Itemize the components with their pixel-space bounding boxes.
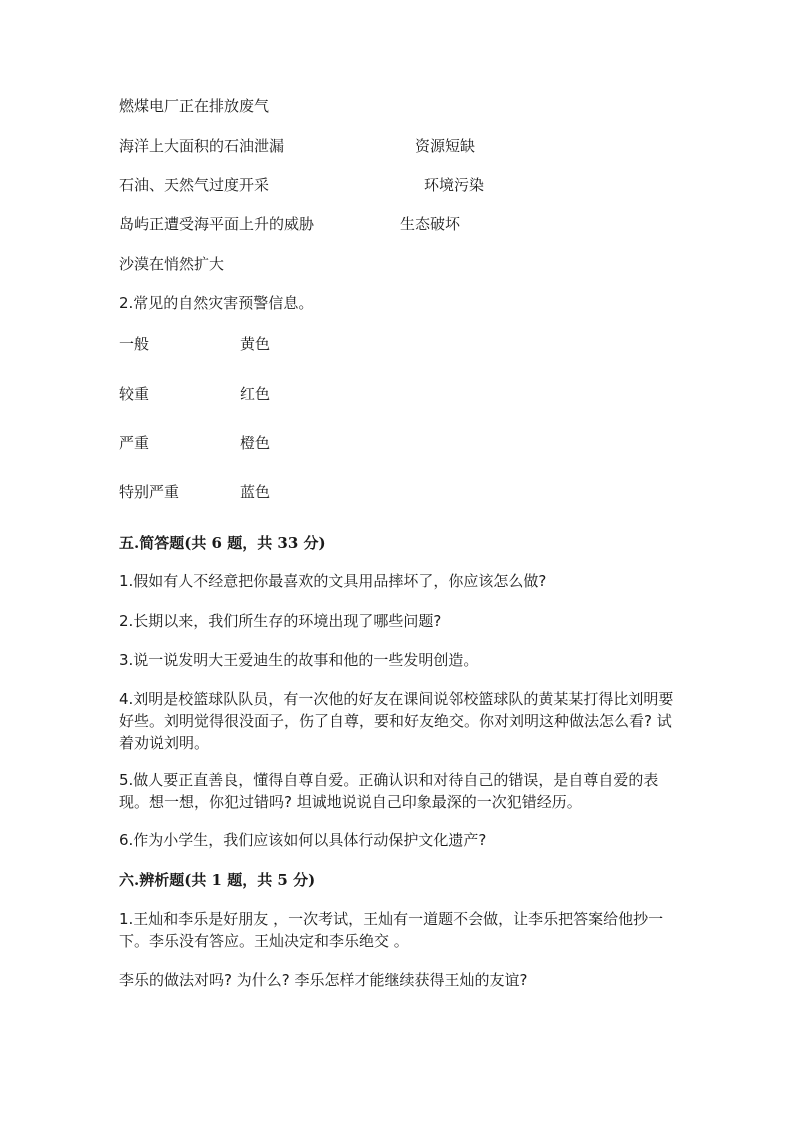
match-right-item: 环境污染: [424, 176, 485, 194]
warning-level: 一般: [119, 335, 150, 353]
section-heading: 五.简答题(共 6 题，共 33 分): [119, 534, 326, 552]
warning-color: 黄色: [240, 335, 271, 353]
warning-color: 蓝色: [240, 483, 271, 501]
match-left-item: 石油、天然气过度开采: [119, 176, 270, 194]
question: 1.王灿和李乐是好朋友 ，一次考试，王灿有一道题不会做，让李乐把答案给他抄一下。李乐没有答应。王灿决定和李乐绝交 。: [119, 910, 664, 950]
warning-level: 特别严重: [119, 483, 180, 501]
warning-level: 较重: [119, 385, 150, 403]
question: 3.说一说发明大王爱迪生的故事和他的一些发明创造。: [119, 651, 479, 669]
question-title: 2.常见的自然灾害预警信息。: [119, 294, 314, 312]
section-heading: 六.辨析题(共 1 题，共 5 分): [119, 871, 316, 889]
match-left-item: 沙漠在悄然扩大: [119, 255, 225, 273]
match-left-item: 燃煤电厂正在排放废气: [119, 97, 270, 115]
match-right-item: 资源短缺: [415, 137, 476, 155]
match-left-item: 海洋上大面积的石油泄漏: [119, 137, 285, 155]
match-right-item: 生态破坏: [400, 215, 461, 233]
question: 2.长期以来，我们所生存的环境出现了哪些问题?: [119, 612, 442, 630]
question: 6.作为小学生，我们应该如何以具体行动保护文化遗产?: [119, 831, 487, 849]
question: 4.刘明是校篮球队队员，有一次他的好友在课间说邻校篮球队的黄某某打得比刘明要好些。刘明觉得很没面子，伤了自尊，要和好友绝交。你对刘明这种做法怎么看? 试着劝说刘明。: [119, 690, 674, 752]
warning-color: 橙色: [240, 434, 271, 452]
warning-color: 红色: [240, 385, 271, 403]
question: 5.做人要正直善良，懂得自尊自爱。正确认识和对待自己的错误，是自尊自爱的表现。想一想，你犯过错吗? 坦诚地说说自己印象最深的一次犯错经历。: [119, 771, 659, 811]
warning-level: 严重: [119, 434, 150, 452]
match-left-item: 岛屿正遭受海平面上升的威胁: [119, 215, 315, 233]
question: 1.假如有人不经意把你最喜欢的文具用品摔坏了，你应该怎么做?: [119, 572, 547, 590]
question: 李乐的做法对吗? 为什么? 李乐怎样才能继续获得王灿的友谊?: [119, 971, 528, 989]
